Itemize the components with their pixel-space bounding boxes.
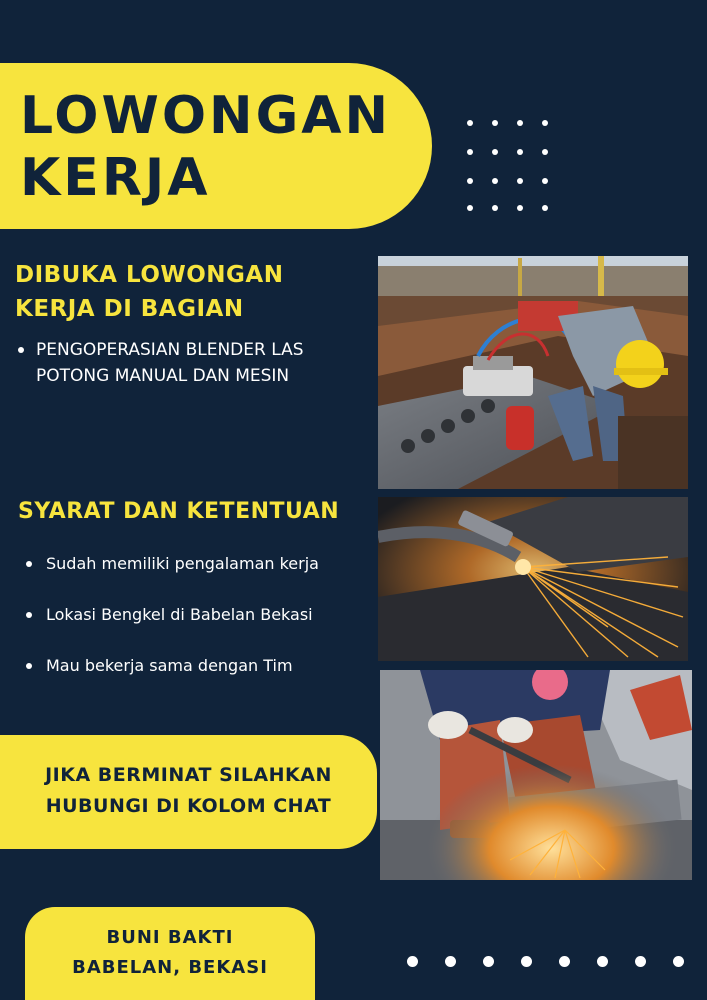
list-item — [24, 654, 364, 678]
poster-title — [20, 85, 391, 209]
contact-line-2: HUBUNGI DI KOLOM CHAT — [45, 795, 332, 817]
requirements-list — [24, 552, 364, 705]
requirement-text: Sudah memiliki pengalaman kerja — [46, 554, 319, 573]
address-banner — [25, 907, 315, 1000]
address-text — [25, 923, 315, 983]
contact-line-1: JIKA BERMINAT SILAHKAN — [45, 764, 332, 786]
requirements-heading: SYARAT DAN KETENTUAN — [18, 499, 340, 524]
job-list — [16, 337, 376, 389]
photo-cutting-machine — [378, 256, 688, 489]
bullet-icon — [26, 561, 32, 567]
bullet-icon — [26, 612, 32, 618]
address-line-2: BABELAN, BEKASI — [72, 957, 268, 978]
requirement-text: Lokasi Bengkel di Babelan Bekasi — [46, 605, 313, 624]
job-item-line-2: POTONG MANUAL DAN MESIN — [36, 366, 290, 386]
list-item — [16, 337, 376, 389]
opening-heading-line-1: DIBUKA LOWONGAN — [15, 262, 284, 288]
requirement-text: Mau bekerja sama dengan Tim — [46, 656, 293, 675]
bullet-icon — [26, 663, 32, 669]
list-item — [24, 603, 364, 627]
dot-grid-icon — [467, 120, 557, 220]
dot-row-icon — [407, 956, 697, 970]
opening-heading — [15, 258, 283, 326]
title-line-1: LOWONGAN — [20, 86, 392, 146]
photo-welder-crouching — [380, 670, 692, 880]
job-item-line-1: PENGOPERASIAN BLENDER LAS — [36, 340, 304, 360]
contact-banner — [0, 735, 377, 849]
contact-text — [0, 760, 377, 822]
title-line-2: KERJA — [20, 148, 211, 208]
photo-torch-sparks — [378, 497, 688, 661]
title-banner — [0, 63, 432, 229]
list-item — [24, 552, 364, 576]
address-line-1: BUNI BAKTI — [106, 927, 234, 948]
bullet-icon — [18, 347, 24, 353]
opening-heading-line-2: KERJA DI BAGIAN — [15, 296, 244, 322]
